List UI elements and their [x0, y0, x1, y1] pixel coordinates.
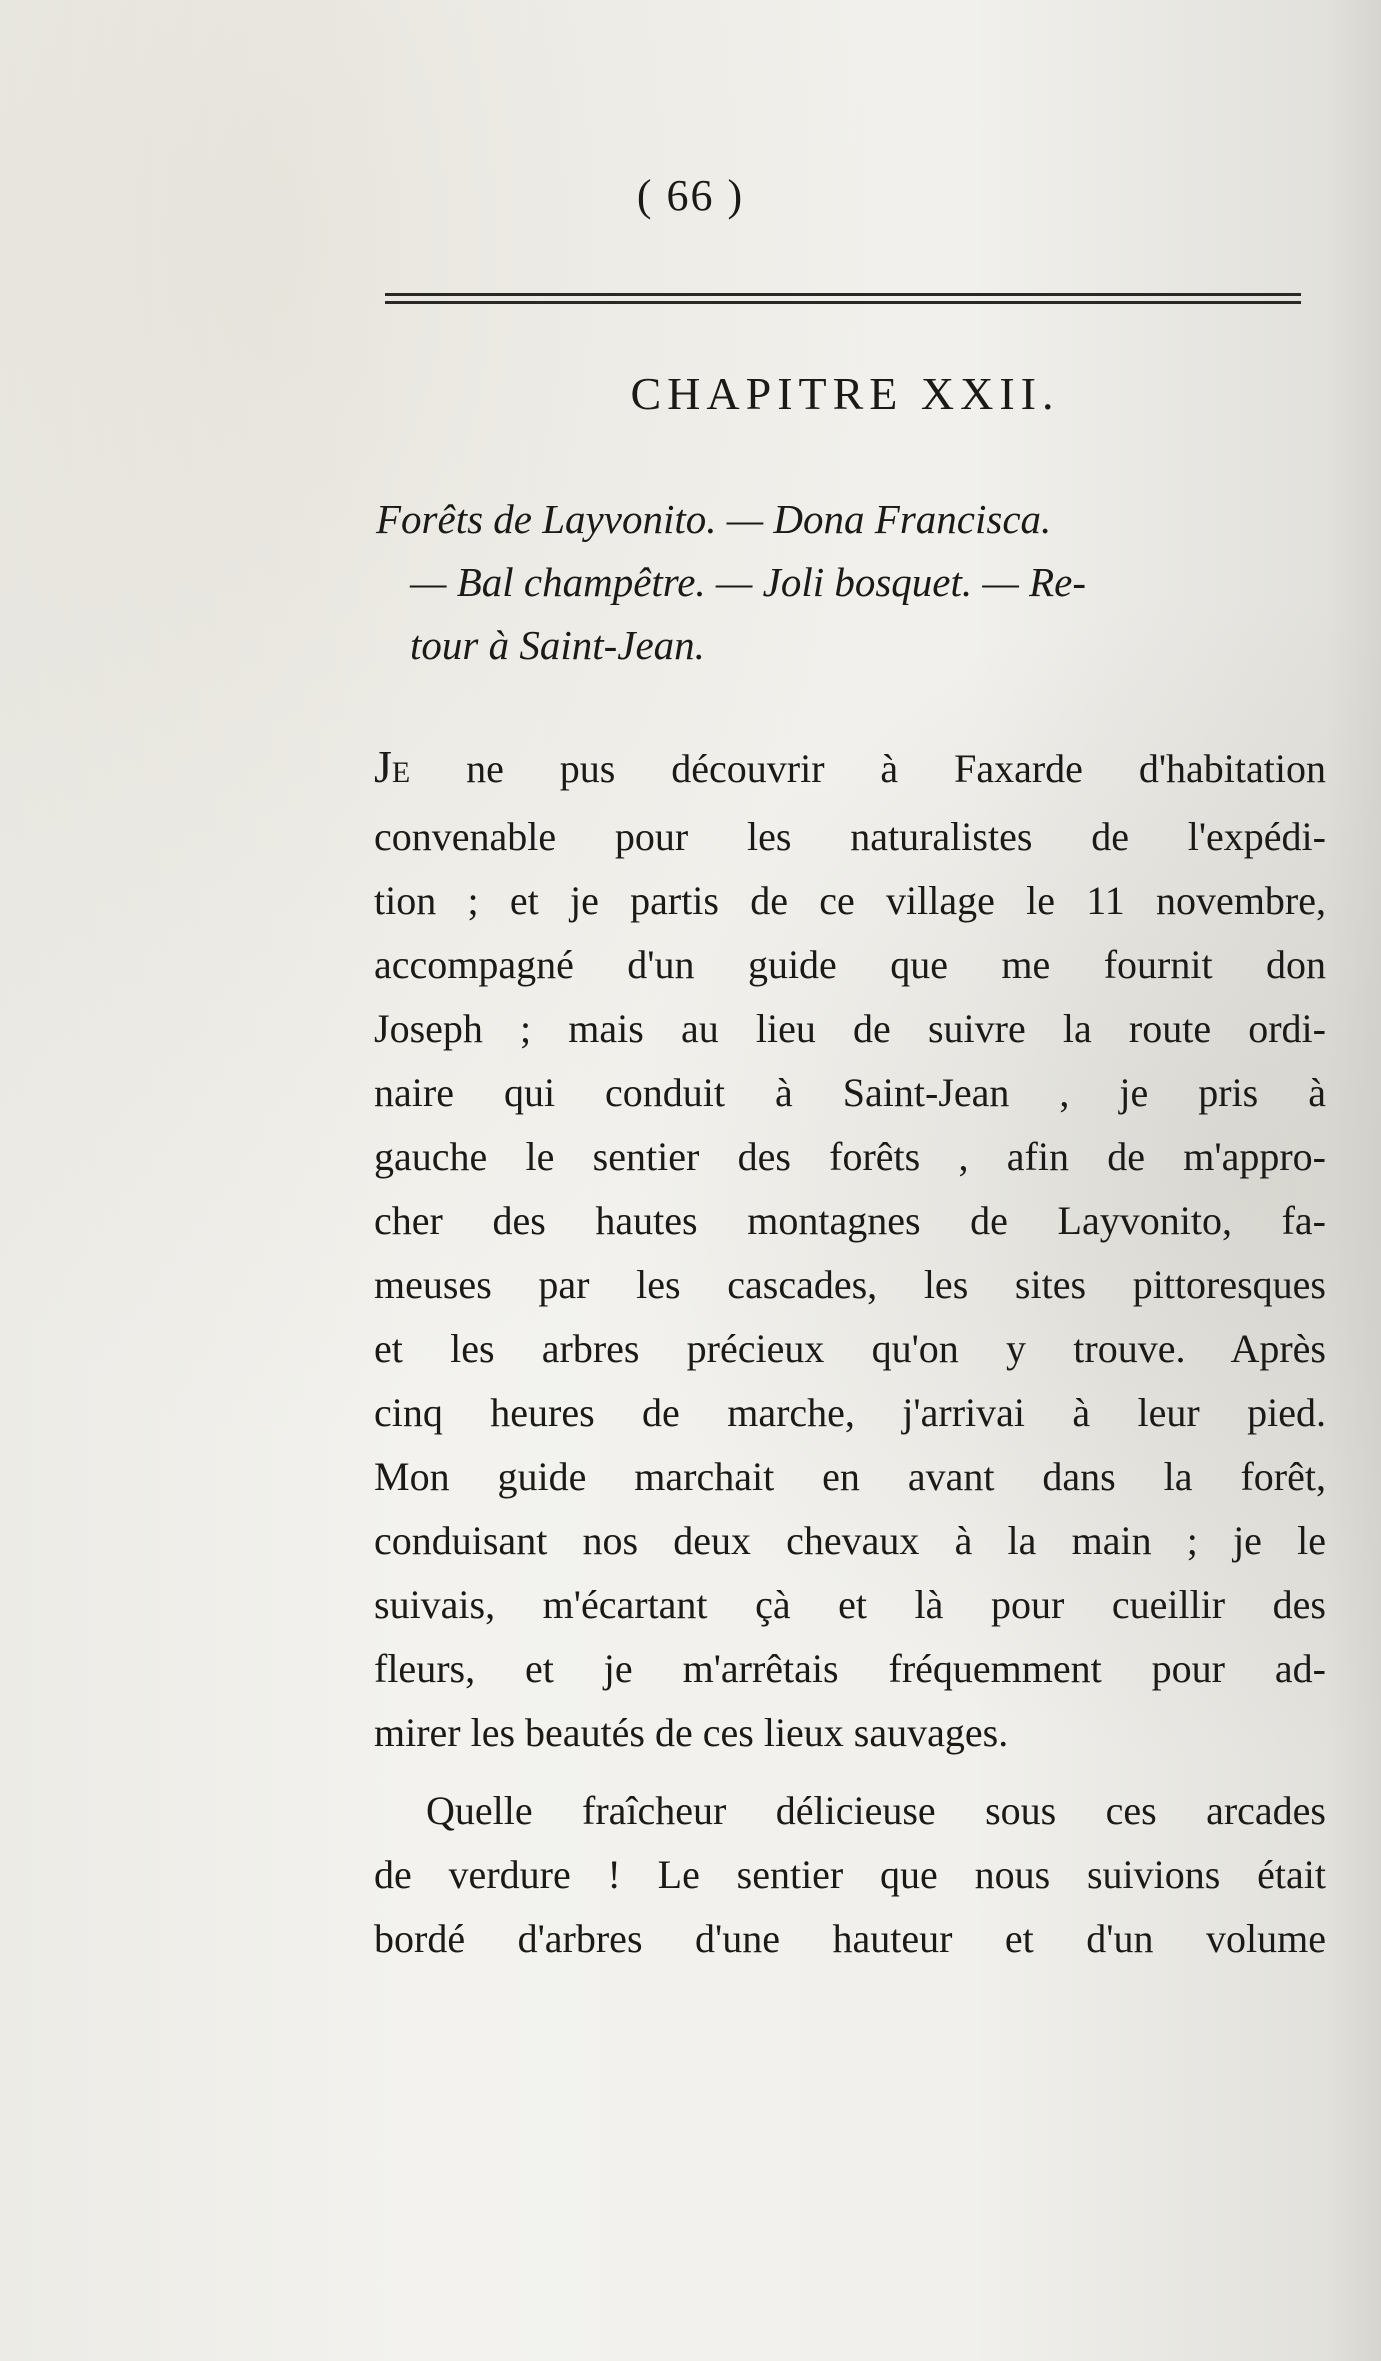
chapter-title: CHAPITRE XXII. [630, 368, 1060, 419]
text-line: suivais, m'écartant çà et là pour cueillir des [374, 1582, 1326, 1627]
rule-line-bottom [385, 301, 1301, 304]
text-line: Quelle fraîcheur délicieuse sous ces arcades [426, 1788, 1326, 1833]
drop-capital: J [374, 741, 392, 792]
paragraph-1 [374, 735, 1326, 1765]
page-number: ( 66 ) [636, 171, 745, 220]
rule-line-top [385, 293, 1301, 296]
text-line: et les arbres précieux qu'on y trouve. Après [374, 1326, 1326, 1371]
text-line: Joseph ; mais au lieu de suivre la route ordi- [374, 1006, 1326, 1051]
chapter-summary [376, 488, 1326, 677]
summary-line: Forêts de Layvonito. — Dona Francisca. [376, 496, 1052, 542]
text-line: meuses par les cascades, les sites pittoresques [374, 1262, 1326, 1307]
text-line: gauche le sentier des forêts , afin de m'appro- [374, 1134, 1326, 1179]
text-line: cinq heures de marche, j'arrivai à leur pied. [374, 1390, 1326, 1435]
text-line: fleurs, et je m'arrêtais fréquemment pour ad- [374, 1646, 1326, 1691]
summary-line: tour à Saint-Jean. [410, 622, 705, 668]
text-line: convenable pour les naturalistes de l'expédi- [374, 814, 1326, 859]
text-line: Mon guide marchait en avant dans la forêt, [374, 1454, 1326, 1499]
summary-line: — Bal champêtre. — Joli bosquet. — Re- [410, 559, 1086, 605]
small-capital: E [391, 756, 411, 789]
paragraph-2 [374, 1779, 1326, 1971]
text-line: de verdure ! Le sentier que nous suivions était [374, 1852, 1326, 1897]
text-line: cher des hautes montagnes de Layvonito, fa- [374, 1198, 1326, 1243]
text-line: bordé d'arbres d'une hauteur et d'un volume [374, 1916, 1326, 1961]
text-line: naire qui conduit à Saint-Jean , je pris à [374, 1070, 1326, 1115]
text-line [374, 735, 1326, 805]
text-line: conduisant nos deux chevaux à la main ; je le [374, 1518, 1326, 1563]
body-text [374, 735, 1326, 1971]
double-rule-divider [385, 293, 1301, 311]
text-line: accompagné d'un guide que me fournit don [374, 942, 1326, 987]
first-line-text: ne pus découvrir à Faxarde d'habitation [410, 746, 1326, 791]
text-line: tion ; et je partis de ce village le 11 novembre, [374, 878, 1326, 923]
text-line: mirer les beautés de ces lieux sauvages. [374, 1710, 1009, 1755]
